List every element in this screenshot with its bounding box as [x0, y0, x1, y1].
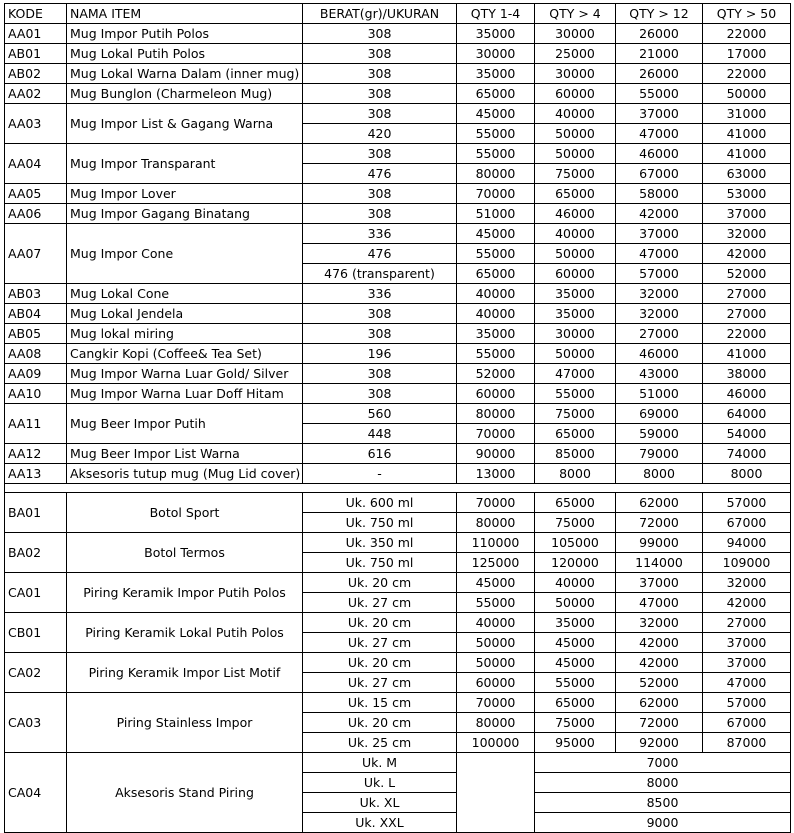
item-size: - [303, 464, 457, 484]
item-price: 100000 [457, 733, 535, 753]
item-code: AB05 [5, 324, 67, 344]
item-price: 57000 [703, 493, 791, 513]
item-code: AA03 [5, 104, 67, 144]
item-price: 53000 [703, 184, 791, 204]
item-price: 55000 [535, 673, 616, 693]
table-row [5, 324, 791, 344]
item-price: 80000 [457, 513, 535, 533]
item-name: Piring Keramik Impor List Motif [67, 653, 303, 693]
item-price: 30000 [535, 24, 616, 44]
divider-cell [457, 484, 535, 493]
item-price: 40000 [535, 573, 616, 593]
item-price: 65000 [457, 84, 535, 104]
item-price: 95000 [535, 733, 616, 753]
item-code: AA06 [5, 204, 67, 224]
item-price: 52000 [703, 264, 791, 284]
item-price: 69000 [616, 404, 703, 424]
item-price: 35000 [457, 24, 535, 44]
item-size: 560 [303, 404, 457, 424]
item-size: 196 [303, 344, 457, 364]
item-price: 32000 [703, 224, 791, 244]
item-code: AA09 [5, 364, 67, 384]
item-price: 42000 [703, 244, 791, 264]
table-row [5, 444, 791, 464]
divider-cell [5, 484, 67, 493]
item-price: 37000 [616, 104, 703, 124]
item-price: 37000 [616, 224, 703, 244]
item-price: 70000 [457, 493, 535, 513]
item-size: Uk. 20 cm [303, 613, 457, 633]
item-price: 32000 [616, 304, 703, 324]
item-price: 51000 [457, 204, 535, 224]
item-price: 75000 [535, 404, 616, 424]
item-price: 42000 [616, 653, 703, 673]
item-price: 32000 [616, 284, 703, 304]
item-price: 50000 [457, 653, 535, 673]
item-price: 37000 [616, 573, 703, 593]
table-row [5, 144, 791, 164]
item-size: Uk. 20 cm [303, 713, 457, 733]
item-price: 35000 [535, 284, 616, 304]
item-price: 55000 [616, 84, 703, 104]
table-row [5, 364, 791, 384]
item-price: 22000 [703, 324, 791, 344]
item-price: 70000 [457, 693, 535, 713]
item-code: BA02 [5, 533, 67, 573]
item-price: 45000 [457, 573, 535, 593]
item-price: 41000 [703, 144, 791, 164]
item-price: 35000 [457, 324, 535, 344]
item-price: 46000 [616, 344, 703, 364]
item-size: 308 [303, 184, 457, 204]
table-row [5, 464, 791, 484]
item-size: 476 [303, 164, 457, 184]
item-price: 52000 [616, 673, 703, 693]
item-size: 308 [303, 364, 457, 384]
item-code: AB02 [5, 64, 67, 84]
table-row [5, 344, 791, 364]
item-price: 46000 [616, 144, 703, 164]
item-size: 308 [303, 24, 457, 44]
item-price: 62000 [616, 693, 703, 713]
item-price: 22000 [703, 24, 791, 44]
item-code: AA08 [5, 344, 67, 364]
item-price: 62000 [616, 493, 703, 513]
item-price: 114000 [616, 553, 703, 573]
item-price: 13000 [457, 464, 535, 484]
item-price: 51000 [616, 384, 703, 404]
item-code: CA02 [5, 653, 67, 693]
item-price: 45000 [457, 224, 535, 244]
item-price: 35000 [535, 613, 616, 633]
table-row [5, 84, 791, 104]
item-price: 50000 [535, 144, 616, 164]
item-code: AA07 [5, 224, 67, 284]
item-size: Uk. XXL [303, 813, 457, 833]
item-price: 50000 [535, 344, 616, 364]
item-price: 110000 [457, 533, 535, 553]
item-price: 72000 [616, 713, 703, 733]
item-price: 80000 [457, 404, 535, 424]
item-price: 94000 [703, 533, 791, 553]
item-price: 54000 [703, 424, 791, 444]
item-code: AA12 [5, 444, 67, 464]
item-price: 75000 [535, 164, 616, 184]
table-row [5, 204, 791, 224]
table-row [5, 284, 791, 304]
item-price: 75000 [535, 713, 616, 733]
item-size: Uk. 750 ml [303, 553, 457, 573]
item-price: 70000 [457, 424, 535, 444]
item-size: 336 [303, 224, 457, 244]
item-price: 59000 [616, 424, 703, 444]
column-header: KODE [5, 4, 67, 24]
table-row [5, 653, 791, 673]
column-header: BERAT(gr)/UKURAN [303, 4, 457, 24]
item-name: Mug Lokal Jendela [67, 304, 303, 324]
table-row [5, 44, 791, 64]
item-price: 21000 [616, 44, 703, 64]
item-price: 17000 [703, 44, 791, 64]
item-size: Uk. 25 cm [303, 733, 457, 753]
table-row [5, 573, 791, 593]
item-size: 448 [303, 424, 457, 444]
item-size: Uk. 600 ml [303, 493, 457, 513]
item-size: 616 [303, 444, 457, 464]
item-price: 37000 [703, 204, 791, 224]
item-price: 50000 [703, 84, 791, 104]
table-row [5, 104, 791, 124]
item-size: 308 [303, 144, 457, 164]
item-code: CA04 [5, 753, 67, 833]
item-name: Mug Impor Cone [67, 224, 303, 284]
item-price: 47000 [616, 244, 703, 264]
item-size: Uk. 27 cm [303, 673, 457, 693]
item-price: 42000 [703, 593, 791, 613]
item-price: 31000 [703, 104, 791, 124]
item-price: 35000 [457, 64, 535, 84]
table-row [5, 184, 791, 204]
item-price: 87000 [703, 733, 791, 753]
item-size: Uk. L [303, 773, 457, 793]
item-price: 80000 [457, 164, 535, 184]
column-header: QTY > 4 [535, 4, 616, 24]
item-size: Uk. 27 cm [303, 633, 457, 653]
item-price: 109000 [703, 553, 791, 573]
item-size: Uk. 15 cm [303, 693, 457, 713]
item-price: 25000 [535, 44, 616, 64]
item-price: 8000 [535, 773, 791, 793]
item-size: 308 [303, 84, 457, 104]
item-price: 67000 [703, 513, 791, 533]
item-price: 40000 [457, 613, 535, 633]
item-price: 47000 [535, 364, 616, 384]
item-size: 308 [303, 384, 457, 404]
section-divider [5, 484, 791, 493]
item-name: Mug Beer Impor Putih [67, 404, 303, 444]
item-name: Mug Impor Transparant [67, 144, 303, 184]
item-price: 7000 [535, 753, 791, 773]
item-size: 476 (transparent) [303, 264, 457, 284]
table-row [5, 753, 791, 773]
item-price: 74000 [703, 444, 791, 464]
price-table [4, 3, 791, 833]
item-size: 308 [303, 64, 457, 84]
item-price: 47000 [616, 593, 703, 613]
item-price: 64000 [703, 404, 791, 424]
item-price: 57000 [703, 693, 791, 713]
item-name: Botol Termos [67, 533, 303, 573]
item-price: 75000 [535, 513, 616, 533]
item-size: 336 [303, 284, 457, 304]
item-name: Botol Sport [67, 493, 303, 533]
item-price: 8000 [616, 464, 703, 484]
divider-cell [535, 484, 616, 493]
item-price: 120000 [535, 553, 616, 573]
item-size: 476 [303, 244, 457, 264]
item-price: 27000 [703, 613, 791, 633]
item-size: Uk. M [303, 753, 457, 773]
item-price: 60000 [535, 84, 616, 104]
item-price: 50000 [535, 124, 616, 144]
table-row [5, 693, 791, 713]
item-price: 40000 [535, 224, 616, 244]
item-price: 65000 [457, 264, 535, 284]
item-price: 80000 [457, 713, 535, 733]
divider-cell [703, 484, 791, 493]
item-price: 26000 [616, 24, 703, 44]
item-name: Mug Lokal Cone [67, 284, 303, 304]
item-name: Piring Stainless Impor [67, 693, 303, 753]
item-size: 308 [303, 324, 457, 344]
item-price: 79000 [616, 444, 703, 464]
item-price: 70000 [457, 184, 535, 204]
item-name: Mug Impor Warna Luar Gold/ Silver [67, 364, 303, 384]
item-name: Mug Impor List & Gagang Warna [67, 104, 303, 144]
item-price: 9000 [535, 813, 791, 833]
item-price: 67000 [703, 713, 791, 733]
item-code: AA11 [5, 404, 67, 444]
item-price: 55000 [457, 593, 535, 613]
item-size: Uk. 750 ml [303, 513, 457, 533]
item-code: AA02 [5, 84, 67, 104]
item-price: 37000 [703, 633, 791, 653]
item-price: 32000 [703, 573, 791, 593]
item-price: 8500 [535, 793, 791, 813]
item-price: 65000 [535, 424, 616, 444]
item-code: AA04 [5, 144, 67, 184]
item-price: 52000 [457, 364, 535, 384]
item-price: 55000 [535, 384, 616, 404]
item-price: 42000 [616, 204, 703, 224]
item-code: CA03 [5, 693, 67, 753]
item-code: AB03 [5, 284, 67, 304]
item-price: 40000 [457, 304, 535, 324]
item-price: 22000 [703, 64, 791, 84]
item-name: Mug Beer Impor List Warna [67, 444, 303, 464]
item-price: 41000 [703, 344, 791, 364]
item-code: AA13 [5, 464, 67, 484]
item-price: 55000 [457, 344, 535, 364]
item-size: 308 [303, 204, 457, 224]
table-row [5, 24, 791, 44]
item-name: Mug Lokal Warna Dalam (inner mug) [67, 64, 303, 84]
item-size: 308 [303, 304, 457, 324]
item-price: 8000 [535, 464, 616, 484]
item-price: 35000 [535, 304, 616, 324]
table-row [5, 613, 791, 633]
item-price: 58000 [616, 184, 703, 204]
table-row [5, 493, 791, 513]
item-name: Piring Keramik Impor Putih Polos [67, 573, 303, 613]
table-row [5, 64, 791, 84]
item-price: 43000 [616, 364, 703, 384]
item-price: 27000 [703, 304, 791, 324]
item-name: Mug Impor Gagang Binatang [67, 204, 303, 224]
item-price: 41000 [703, 124, 791, 144]
item-price: 40000 [535, 104, 616, 124]
item-name: Piring Keramik Lokal Putih Polos [67, 613, 303, 653]
item-price: 60000 [535, 264, 616, 284]
item-price: 99000 [616, 533, 703, 553]
item-price: 125000 [457, 553, 535, 573]
item-code: CA01 [5, 573, 67, 613]
item-code: AA10 [5, 384, 67, 404]
item-price: 65000 [535, 493, 616, 513]
item-name: Aksesoris Stand Piring [67, 753, 303, 833]
column-header: QTY 1-4 [457, 4, 535, 24]
item-price: 65000 [535, 693, 616, 713]
table-row [5, 304, 791, 324]
item-price: 8000 [703, 464, 791, 484]
item-name: Mug Impor Warna Luar Doff Hitam [67, 384, 303, 404]
item-size: 420 [303, 124, 457, 144]
item-price: 90000 [457, 444, 535, 464]
item-price: 85000 [535, 444, 616, 464]
item-price: 30000 [457, 44, 535, 64]
item-name: Mug Impor Putih Polos [67, 24, 303, 44]
item-size: Uk. XL [303, 793, 457, 813]
item-price: 55000 [457, 144, 535, 164]
item-price: 46000 [535, 204, 616, 224]
item-price: 38000 [703, 364, 791, 384]
item-size: Uk. 20 cm [303, 653, 457, 673]
item-price: 50000 [535, 244, 616, 264]
item-price: 55000 [457, 244, 535, 264]
item-price: 50000 [457, 633, 535, 653]
item-code: BA01 [5, 493, 67, 533]
item-price: 60000 [457, 384, 535, 404]
item-code: CB01 [5, 613, 67, 653]
item-size: Uk. 20 cm [303, 573, 457, 593]
item-price: 45000 [535, 653, 616, 673]
item-name: Mug Impor Lover [67, 184, 303, 204]
item-price: 63000 [703, 164, 791, 184]
item-price: 30000 [535, 64, 616, 84]
item-price: 105000 [535, 533, 616, 553]
item-price: 50000 [535, 593, 616, 613]
item-price: 42000 [616, 633, 703, 653]
item-price: 65000 [535, 184, 616, 204]
table-row [5, 224, 791, 244]
item-name: Cangkir Kopi (Coffee& Tea Set) [67, 344, 303, 364]
divider-cell [67, 484, 303, 493]
header-row [5, 4, 791, 24]
item-size: 308 [303, 44, 457, 64]
item-name: Aksesoris tutup mug (Mug Lid cover) [67, 464, 303, 484]
table-row [5, 404, 791, 424]
item-price: 45000 [457, 104, 535, 124]
price-table-body [5, 4, 791, 833]
item-price: 60000 [457, 673, 535, 693]
item-price: 32000 [616, 613, 703, 633]
empty-cell [457, 753, 535, 833]
item-price: 47000 [616, 124, 703, 144]
item-code: AB01 [5, 44, 67, 64]
item-size: 308 [303, 104, 457, 124]
item-price: 37000 [703, 653, 791, 673]
item-price: 27000 [703, 284, 791, 304]
column-header: NAMA ITEM [67, 4, 303, 24]
item-price: 27000 [616, 324, 703, 344]
item-size: Uk. 350 ml [303, 533, 457, 553]
item-code: AB04 [5, 304, 67, 324]
item-name: Mug Lokal Putih Polos [67, 44, 303, 64]
item-price: 47000 [703, 673, 791, 693]
item-code: AA01 [5, 24, 67, 44]
table-row [5, 533, 791, 553]
item-price: 30000 [535, 324, 616, 344]
item-price: 57000 [616, 264, 703, 284]
item-name: Mug lokal miring [67, 324, 303, 344]
item-price: 45000 [535, 633, 616, 653]
column-header: QTY > 50 [703, 4, 791, 24]
item-code: AA05 [5, 184, 67, 204]
item-price: 67000 [616, 164, 703, 184]
item-price: 72000 [616, 513, 703, 533]
divider-cell [616, 484, 703, 493]
item-price: 40000 [457, 284, 535, 304]
item-name: Mug Bunglon (Charmeleon Mug) [67, 84, 303, 104]
item-price: 46000 [703, 384, 791, 404]
divider-cell [303, 484, 457, 493]
item-price: 26000 [616, 64, 703, 84]
item-price: 92000 [616, 733, 703, 753]
item-price: 55000 [457, 124, 535, 144]
item-size: Uk. 27 cm [303, 593, 457, 613]
table-row [5, 384, 791, 404]
column-header: QTY > 12 [616, 4, 703, 24]
